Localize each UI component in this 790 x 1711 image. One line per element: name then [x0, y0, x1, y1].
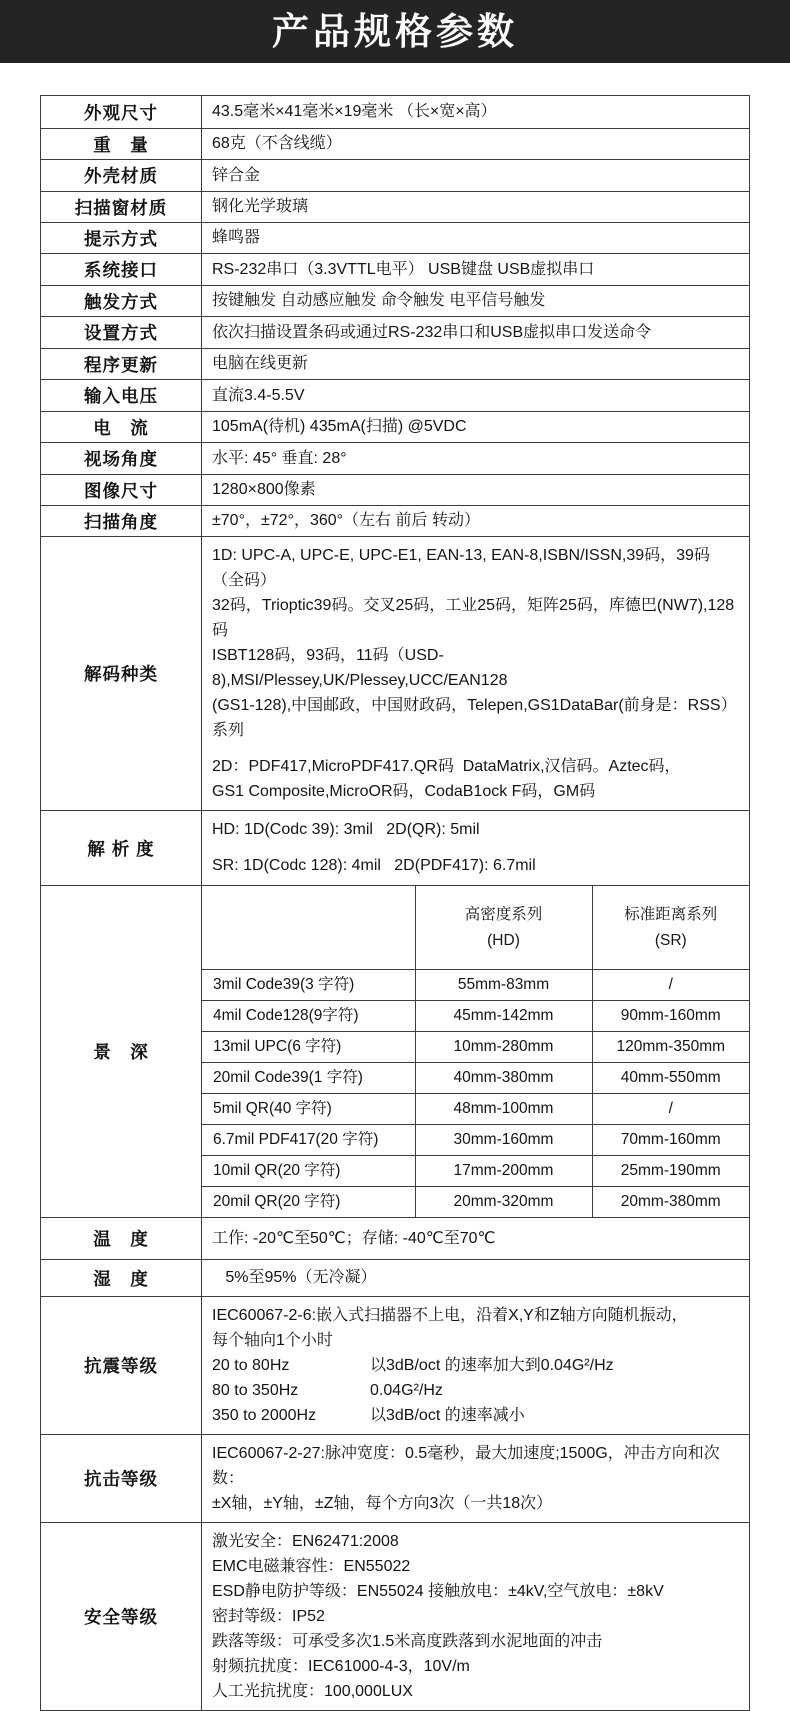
spec-value — [202, 475, 750, 506]
spec-row — [41, 506, 750, 537]
spec-paragraph — [212, 754, 739, 804]
spec-line: IEC60067-2-6:嵌入式扫描器不上电，沿着X,Y和Z轴方向随机振动， — [212, 1307, 688, 1324]
spec-label: 景 深 — [41, 886, 202, 1218]
spec-row — [41, 223, 750, 254]
spec-value — [202, 286, 750, 317]
spec-row — [41, 1297, 750, 1435]
spec-label: 扫描角度 — [41, 506, 202, 537]
spec-value-text: 直流3.4-5.5V — [212, 386, 305, 404]
spec-value-text: 水平: 45° 垂直: 28° — [212, 449, 347, 467]
spec-line: GS1 Composite,MicroOR码，CodaB1ock F码，GM码 — [212, 783, 596, 800]
spec-value — [202, 254, 750, 286]
dof-hd-range: 40mm-380mm — [415, 1063, 592, 1094]
spec-row — [41, 475, 750, 506]
header-banner — [0, 0, 790, 63]
spec-label: 温 度 — [41, 1218, 202, 1260]
dof-barcode-spec: 10mil QR(20 字符) — [202, 1156, 415, 1187]
dof-sr-range: 25mm-190mm — [592, 1156, 749, 1187]
dof-hd-range: 55mm-83mm — [415, 970, 592, 1001]
dof-barcode-spec: 5mil QR(40 字符) — [202, 1094, 415, 1125]
spec-line: ESD静电防护等级：EN55024 接触放电：±4kV,空气放电：±8kV — [212, 1583, 664, 1600]
spec-row — [41, 317, 750, 349]
spec-row — [41, 1260, 750, 1297]
spec-row — [41, 1523, 750, 1711]
spec-label: 抗击等级 — [41, 1435, 202, 1523]
freq-range: 350 to 2000Hz — [212, 1407, 317, 1424]
spec-value — [202, 1260, 750, 1297]
spec-label: 系统接口 — [41, 254, 202, 286]
spec-line: EMC电磁兼容性：EN55022 — [212, 1558, 411, 1575]
dof-row — [202, 1001, 749, 1032]
spec-line — [212, 1403, 739, 1428]
spec-value — [202, 1435, 750, 1523]
spec-value-text: ±70°，±72°，360°（左右 前后 转动） — [212, 512, 480, 529]
spec-value — [202, 223, 750, 254]
freq-range: 80 to 350Hz — [212, 1382, 299, 1399]
spec-line: ±X轴，±Y轴，±Z轴，每个方向3次（一共18次） — [212, 1495, 553, 1512]
spec-row — [41, 160, 750, 192]
spec-label: 视场角度 — [41, 443, 202, 475]
dof-sr-range: 90mm-160mm — [592, 1001, 749, 1032]
spec-value — [202, 317, 750, 349]
dof-hd-range: 17mm-200mm — [415, 1156, 592, 1187]
spec-label: 安全等级 — [41, 1523, 202, 1711]
spec-line: 跌落等级：可承受多次1.5米高度跌落到水泥地面的冲击 — [212, 1633, 603, 1650]
spec-line: 每个轴向1个小时 — [212, 1332, 333, 1349]
dof-sr-range: / — [592, 1094, 749, 1125]
spec-value — [202, 443, 750, 475]
spec-label: 重 量 — [41, 129, 202, 160]
spec-row — [41, 1218, 750, 1260]
dof-hd-range: 20mm-320mm — [415, 1187, 592, 1218]
freq-range: 20 to 80Hz — [212, 1357, 290, 1374]
spec-line: (GS1-128),中国邮政，中国财政码，Telepen,GS1DataBar(前身是：RSS）系列 — [212, 697, 737, 739]
spec-line: HD: 1D(Codc 39): 3mil 2D(QR): 5mil — [212, 821, 480, 838]
spec-value-text: 1280×800像素 — [212, 481, 316, 498]
spec-line: ISBT128码，93码，11码（USD-8),MSI/Plessey,UK/Plessey,UCC/EAN128 — [212, 647, 508, 689]
dof-sr-range: 20mm-380mm — [592, 1187, 749, 1218]
dof-row — [202, 1125, 749, 1156]
dof-table-body — [202, 886, 749, 1217]
spec-value — [202, 129, 750, 160]
spec-value — [202, 1297, 750, 1435]
spec-line: 人工光抗扰度：100,000LUX — [212, 1683, 413, 1700]
spec-label: 图像尺寸 — [41, 475, 202, 506]
spec-paragraph — [212, 817, 739, 843]
spec-row — [41, 537, 750, 811]
dof-row — [202, 1156, 749, 1187]
spec-row — [41, 254, 750, 286]
spec-value-text: 68克（不含线缆） — [212, 135, 342, 152]
spec-value — [202, 811, 750, 886]
spec-line — [212, 1378, 739, 1403]
dof-sr-range: 40mm-550mm — [592, 1063, 749, 1094]
spec-label: 设置方式 — [41, 317, 202, 349]
dof-hd-range: 48mm-100mm — [415, 1094, 592, 1125]
spec-value-text: 工作: -20℃至50℃；存储: -40℃至70℃ — [212, 1229, 496, 1247]
spec-value-text: 电脑在线更新 — [212, 355, 309, 372]
spec-value-text: 蜂鸣器 — [212, 229, 261, 246]
dof-row — [202, 1063, 749, 1094]
spec-value — [202, 1218, 750, 1260]
dof-header-sr — [592, 886, 749, 970]
spec-value-text: 5%至95%（无冷凝） — [212, 1269, 377, 1286]
dof-sr-range: 70mm-160mm — [592, 1125, 749, 1156]
spec-value — [202, 192, 750, 223]
spec-paragraph — [212, 543, 739, 743]
spec-label: 电 流 — [41, 412, 202, 443]
spec-row — [41, 412, 750, 443]
spec-row — [41, 443, 750, 475]
dof-table — [202, 886, 749, 1217]
spec-value — [202, 380, 750, 412]
dof-hd-range: 45mm-142mm — [415, 1001, 592, 1032]
dof-sr-range: 120mm-350mm — [592, 1032, 749, 1063]
spec-label: 输入电压 — [41, 380, 202, 412]
spec-value-text: RS-232串口（3.3VTTL电平） USB键盘 USB虚拟串口 — [212, 260, 595, 278]
spec-label: 扫描窗材质 — [41, 192, 202, 223]
spec-value — [202, 1523, 750, 1711]
freq-description: 以3dB/oct 的速率加大到0.04G²/Hz — [370, 1357, 614, 1374]
spec-row — [41, 380, 750, 412]
dof-header-row — [202, 886, 749, 970]
dof-hd-range: 10mm-280mm — [415, 1032, 592, 1063]
spec-line: 密封等级：IP52 — [212, 1608, 325, 1625]
spec-value — [202, 537, 750, 811]
spec-line: 射频抗扰度：IEC61000-4-3，10V/m — [212, 1658, 470, 1675]
spec-sheet — [40, 95, 750, 1711]
spec-label: 解码种类 — [41, 537, 202, 811]
spec-line: 激光安全：EN62471:2008 — [212, 1533, 399, 1550]
spec-label: 解 析 度 — [41, 811, 202, 886]
freq-description: 以3dB/oct 的速率减小 — [370, 1407, 525, 1424]
spec-label: 外观尺寸 — [41, 96, 202, 129]
spec-row — [41, 129, 750, 160]
freq-description: 0.04G²/Hz — [370, 1382, 443, 1399]
spec-line: 32码，Trioptic39码。交叉25码，工业25码，矩阵25码，库德巴(NW7),128码 — [212, 597, 735, 639]
spec-label: 提示方式 — [41, 223, 202, 254]
dof-row — [202, 1094, 749, 1125]
dof-header-series-code: (SR) — [654, 931, 687, 949]
spec-label: 抗震等级 — [41, 1297, 202, 1435]
spec-row — [41, 886, 750, 1218]
dof-row — [202, 970, 749, 1001]
spec-value — [202, 160, 750, 192]
spec-row — [41, 96, 750, 129]
spec-value-text: 43.5毫米×41毫米×19毫米 （长×宽×高） — [212, 103, 497, 120]
spec-value — [202, 886, 750, 1218]
spec-value — [202, 506, 750, 537]
spec-value — [202, 412, 750, 443]
spec-table-body — [41, 96, 750, 1711]
spec-label: 触发方式 — [41, 286, 202, 317]
dof-row — [202, 1187, 749, 1218]
spec-value-text: 钢化光学玻璃 — [212, 198, 309, 215]
spec-row — [41, 1435, 750, 1523]
dof-sr-range: / — [592, 970, 749, 1001]
spec-value — [202, 96, 750, 129]
spec-value-text: 锌合金 — [212, 166, 261, 184]
dof-header-series-code: (HD) — [487, 931, 520, 949]
spec-line: SR: 1D(Codc 128): 4mil 2D(PDF417): 6.7mil — [212, 857, 536, 874]
spec-label: 程序更新 — [41, 349, 202, 380]
spec-line: IEC60067-2-27:脉冲宽度：0.5毫秒，最大加速度;1500G，冲击方向和次数： — [212, 1445, 720, 1487]
spec-table — [40, 95, 750, 1711]
spec-value — [202, 349, 750, 380]
dof-barcode-spec: 6.7mil PDF417(20 字符) — [202, 1125, 415, 1156]
dof-header-series-name: 标准距离系列 — [624, 905, 718, 923]
dof-hd-range: 30mm-160mm — [415, 1125, 592, 1156]
spec-label: 湿 度 — [41, 1260, 202, 1297]
spec-row — [41, 811, 750, 886]
spec-row — [41, 192, 750, 223]
dof-barcode-spec: 3mil Code39(3 字符) — [202, 970, 415, 1001]
spec-value-text: 105mA(待机) 435mA(扫描) @5VDC — [212, 418, 467, 435]
dof-row — [202, 1032, 749, 1063]
page-title: 产品规格参数 — [272, 11, 518, 52]
dof-header-series-name: 高密度系列 — [464, 905, 543, 923]
dof-header-hd — [415, 886, 592, 970]
spec-line — [212, 1353, 739, 1378]
spec-value-text: 按键触发 自动感应触发 命令触发 电平信号触发 — [212, 292, 546, 309]
spec-row — [41, 286, 750, 317]
spec-row — [41, 349, 750, 380]
spec-line: 2D：PDF417,MicroPDF417.QR码 DataMatrix,汉信码。Aztec码， — [212, 758, 681, 775]
dof-barcode-spec: 13mil UPC(6 字符) — [202, 1032, 415, 1063]
dof-barcode-spec: 4mil Code128(9字符) — [202, 1001, 415, 1032]
spec-paragraph — [212, 853, 739, 879]
spec-label: 外壳材质 — [41, 160, 202, 192]
dof-barcode-spec: 20mil QR(20 字符) — [202, 1187, 415, 1218]
spec-line: 1D: UPC-A, UPC-E, UPC-E1, EAN-13, EAN-8,ISBN/ISSN,39码，39码（全码） — [212, 547, 710, 589]
spec-value-text: 依次扫描设置条码或通过RS-232串口和USB虚拟串口发送命令 — [212, 323, 652, 341]
dof-barcode-spec: 20mil Code39(1 字符) — [202, 1063, 415, 1094]
dof-header-empty — [202, 886, 415, 970]
